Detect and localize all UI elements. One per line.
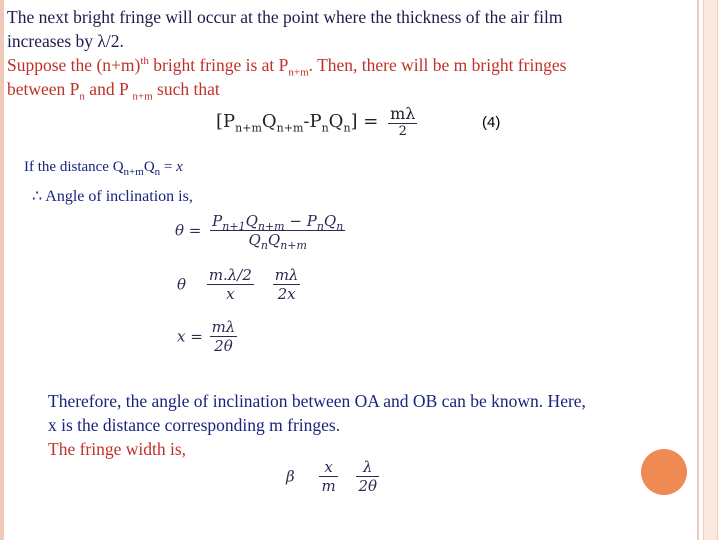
para1-line4: between $P_n$ and P $_{n+m}$ such that [7,79,220,103]
equation-4: $[P_{n+m}Q_{n+m}-P_nQ_n]$ = $\frac{m\lambda}{2}$ [216,104,416,139]
slide-border-right-band [703,0,718,540]
slide-border-left [0,0,4,540]
decorative-circle [641,449,687,495]
para2-line3: The fringe width is, [48,439,187,459]
x-equation: x = $\frac{m\lambda}{2\theta}$ [177,318,236,355]
para1-line3: Suppose the $(n+m)^{th}$ bright fringe is at $P_{n+m}$. Then, there will be m bright fringes [7,55,567,79]
beta-equation: β $\frac{x}{m}$ $\frac{\lambda}{2\theta}$ [286,458,378,495]
para1-line1: The next bright fringe will occur at the point where the thickness of the air film [7,7,563,27]
theta-equation: θ = $\frac{P_{n+1}Q_{n+m} - P_nQ_n}{Q_nQ_{n+m}}$ [175,212,344,252]
angle-line: ∴ Angle of inclination is, [32,188,193,205]
para2-line1: Therefore, the angle of inclination between OA and OB can be known. Here, [48,391,586,411]
para2-line2: x is the distance corresponding m fringes. [48,415,341,435]
equation-number-label: (4) [482,114,501,131]
distance-line: If the distance $Q_{n+m}Q_n = x$ [24,159,183,178]
slide-border-right-line [697,0,699,540]
para1-line2: increases by λ/2. [7,31,124,51]
theta-equation-2: θ $\frac{m.\lambda/2}{x}$ $\frac{m\lambda}{2x}$ [177,266,299,303]
